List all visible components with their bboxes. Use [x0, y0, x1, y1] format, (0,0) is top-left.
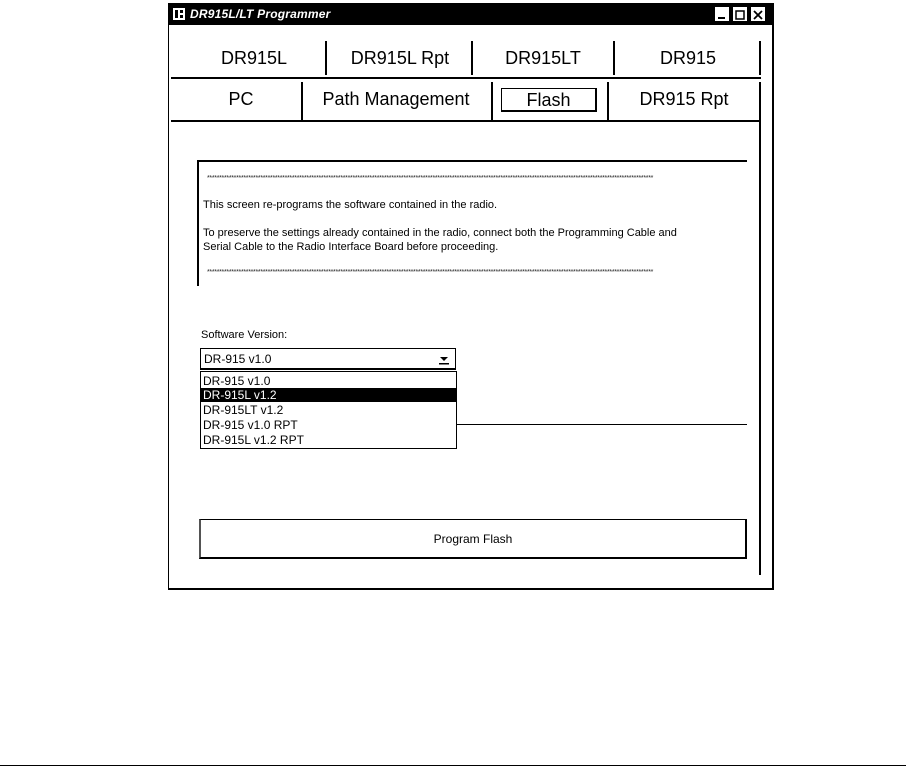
tab-divider: [491, 82, 493, 122]
app-icon: [172, 7, 186, 21]
software-version-list[interactable]: [200, 371, 457, 449]
tab-dr915l[interactable]: [181, 41, 327, 75]
version-option[interactable]: DR-915LT v1.2: [203, 403, 284, 417]
notice-stars-bottom: ****************************************************************************************************************************************************************************************: [207, 269, 654, 276]
page-bottom-rule: [0, 765, 906, 766]
tab-label: DR915LT: [505, 48, 581, 68]
tab-label: DR915: [659, 48, 717, 68]
version-option[interactable]: DR-915 v1.0 RPT: [203, 418, 298, 432]
panel-right-border: [759, 120, 761, 575]
tab-divider: [759, 82, 761, 122]
software-version-value: DR-915 v1.0: [204, 352, 272, 366]
program-flash-button[interactable]: [199, 519, 747, 559]
tab-label: DR915L Rpt: [350, 48, 450, 68]
version-option-highlighted[interactable]: DR-915L v1.2: [201, 388, 456, 402]
window-title: DR915L/LT Programmer: [190, 7, 331, 21]
tab-label: PC: [228, 89, 254, 109]
software-version-label: Software Version:: [201, 329, 288, 341]
notice-text: To preserve the settings already contained in the radio, connect both the Programming Cable and: [203, 227, 677, 239]
tab-label: DR915 Rpt: [639, 89, 729, 109]
version-option[interactable]: DR-915 v1.0: [203, 374, 271, 388]
minimize-icon: [716, 9, 728, 21]
notice-stars-top: ****************************************************************************************************************************************************************************************: [207, 175, 654, 182]
software-version-dropdown[interactable]: [200, 348, 456, 370]
title-bar[interactable]: [169, 3, 772, 25]
tab-dr915-rpt[interactable]: [609, 82, 759, 116]
programmer-window: [168, 3, 774, 590]
notice-panel: [197, 160, 747, 286]
section-divider: [457, 424, 747, 425]
tab-row-divider: [171, 77, 761, 79]
tab-pc[interactable]: [181, 82, 301, 116]
program-flash-label: Program Flash: [433, 532, 513, 546]
dropdown-arrow-icon[interactable]: [437, 352, 451, 366]
tab-flash[interactable]: [501, 88, 597, 112]
tab-label: DR915L: [220, 48, 288, 68]
tab-label: Flash: [526, 90, 571, 110]
version-option[interactable]: DR-915L v1.2 RPT: [203, 433, 304, 447]
tab-label: Path Management: [322, 89, 470, 109]
notice-text: This screen re-programs the software contained in the radio.: [203, 199, 498, 211]
notice-text: Serial Cable to the Radio Interface Board before proceeding.: [203, 241, 499, 253]
minimize-button[interactable]: [715, 7, 729, 21]
tab-dr915l-rpt[interactable]: [327, 41, 473, 75]
tab-path-management[interactable]: [303, 82, 489, 116]
tab-dr915[interactable]: [615, 41, 761, 75]
tab-divider: [759, 41, 761, 75]
maximize-button[interactable]: [733, 7, 747, 21]
close-icon: [752, 9, 764, 21]
close-button[interactable]: [751, 7, 765, 21]
tab-panel-top: [171, 120, 761, 122]
maximize-icon: [734, 9, 746, 21]
tab-dr915lt[interactable]: [473, 41, 613, 75]
